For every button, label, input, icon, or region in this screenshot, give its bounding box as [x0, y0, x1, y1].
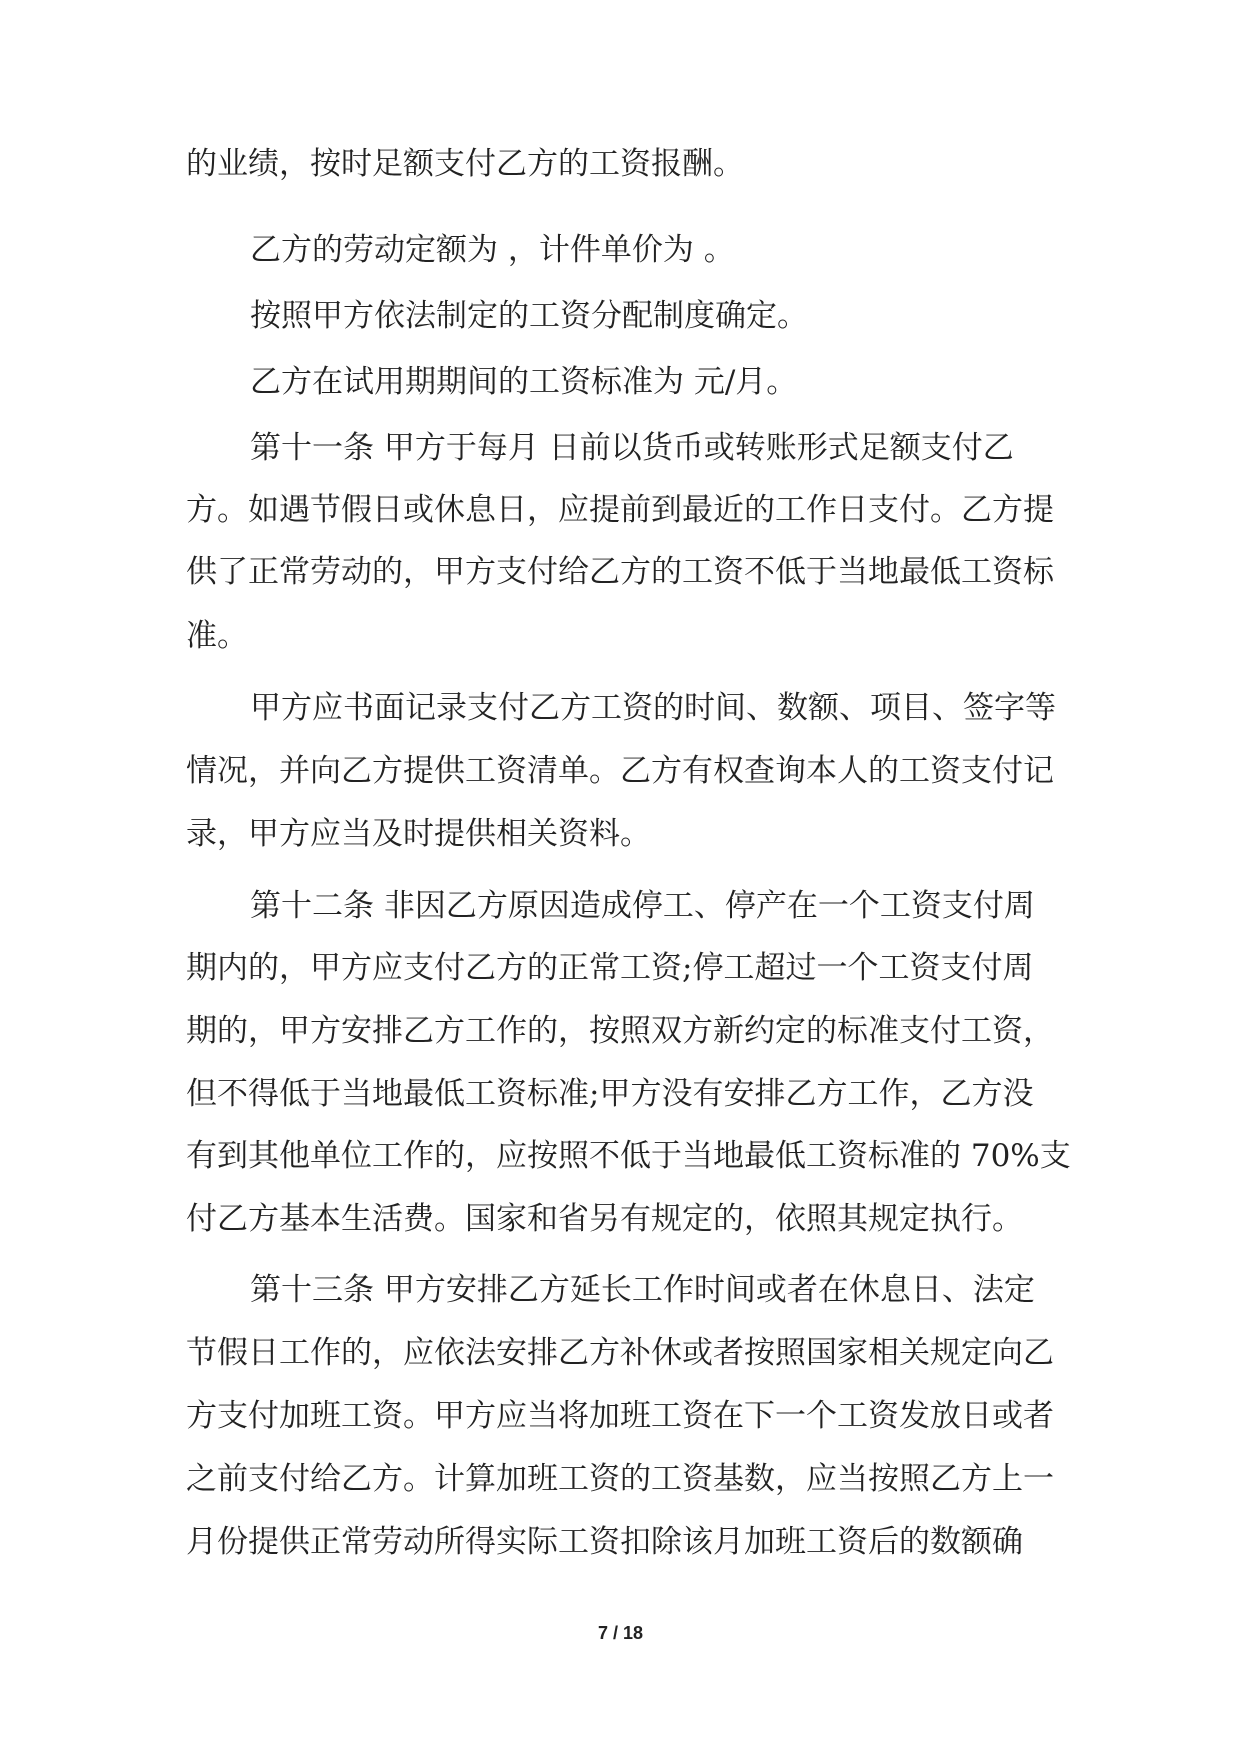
text-line: 第十三条 甲方安排乙方延长工作时间或者在休息日、法定: [250, 1272, 1035, 1308]
text-line: 节假日工作的，应依法安排乙方补休或者按照国家相关规定向乙: [186, 1335, 1054, 1371]
text-line: 方。如遇节假日或休息日，应提前到最近的工作日支付。乙方提: [186, 492, 1054, 528]
text-line: 甲方应书面记录支付乙方工资的时间、数额、项目、签字等: [250, 690, 1056, 726]
text-line: 但不得低于当地最低工资标准;甲方没有安排乙方工作，乙方没: [186, 1076, 1034, 1112]
text-line: 按照甲方依法制定的工资分配制度确定。: [250, 298, 808, 334]
page-number: 7 / 18: [597, 1623, 644, 1643]
text-line: 乙方的劳动定额为 ，计件单价为 。: [250, 232, 735, 268]
text-line: 准。: [186, 618, 248, 654]
text-line: 有到其他单位工作的，应按照不低于当地最低工资标准的 70%支: [186, 1138, 1071, 1174]
text-line: 期内的，甲方应支付乙方的正常工资;停工超过一个工资支付周: [186, 950, 1034, 986]
text-line: 录，甲方应当及时提供相关资料。: [186, 816, 651, 852]
text-line: 乙方在试用期期间的工资标准为 元/月。: [250, 364, 798, 400]
text-line: 第十一条 甲方于每月 日前以货币或转账形式足额支付乙: [250, 430, 1014, 466]
text-line: 供了正常劳动的，甲方支付给乙方的工资不低于当地最低工资标: [186, 554, 1054, 590]
text-line: 的业绩，按时足额支付乙方的工资报酬。: [186, 146, 744, 182]
text-line: 期的，甲方安排乙方工作的，按照双方新约定的标准支付工资，: [186, 1013, 1054, 1049]
text-line: 第十二条 非因乙方原因造成停工、停产在一个工资支付周: [250, 888, 1035, 924]
text-line: 之前支付给乙方。计算加班工资的工资基数，应当按照乙方上一: [186, 1461, 1054, 1497]
text-line: 方支付加班工资。甲方应当将加班工资在下一个工资发放日或者: [186, 1398, 1054, 1434]
text-line: 月份提供正常劳动所得实际工资扣除该月加班工资后的数额确: [186, 1524, 1023, 1560]
text-line: 情况，并向乙方提供工资清单。乙方有权查询本人的工资支付记: [186, 753, 1054, 789]
text-line: 付乙方基本生活费。国家和省另有规定的，依照其规定执行。: [186, 1201, 1023, 1237]
